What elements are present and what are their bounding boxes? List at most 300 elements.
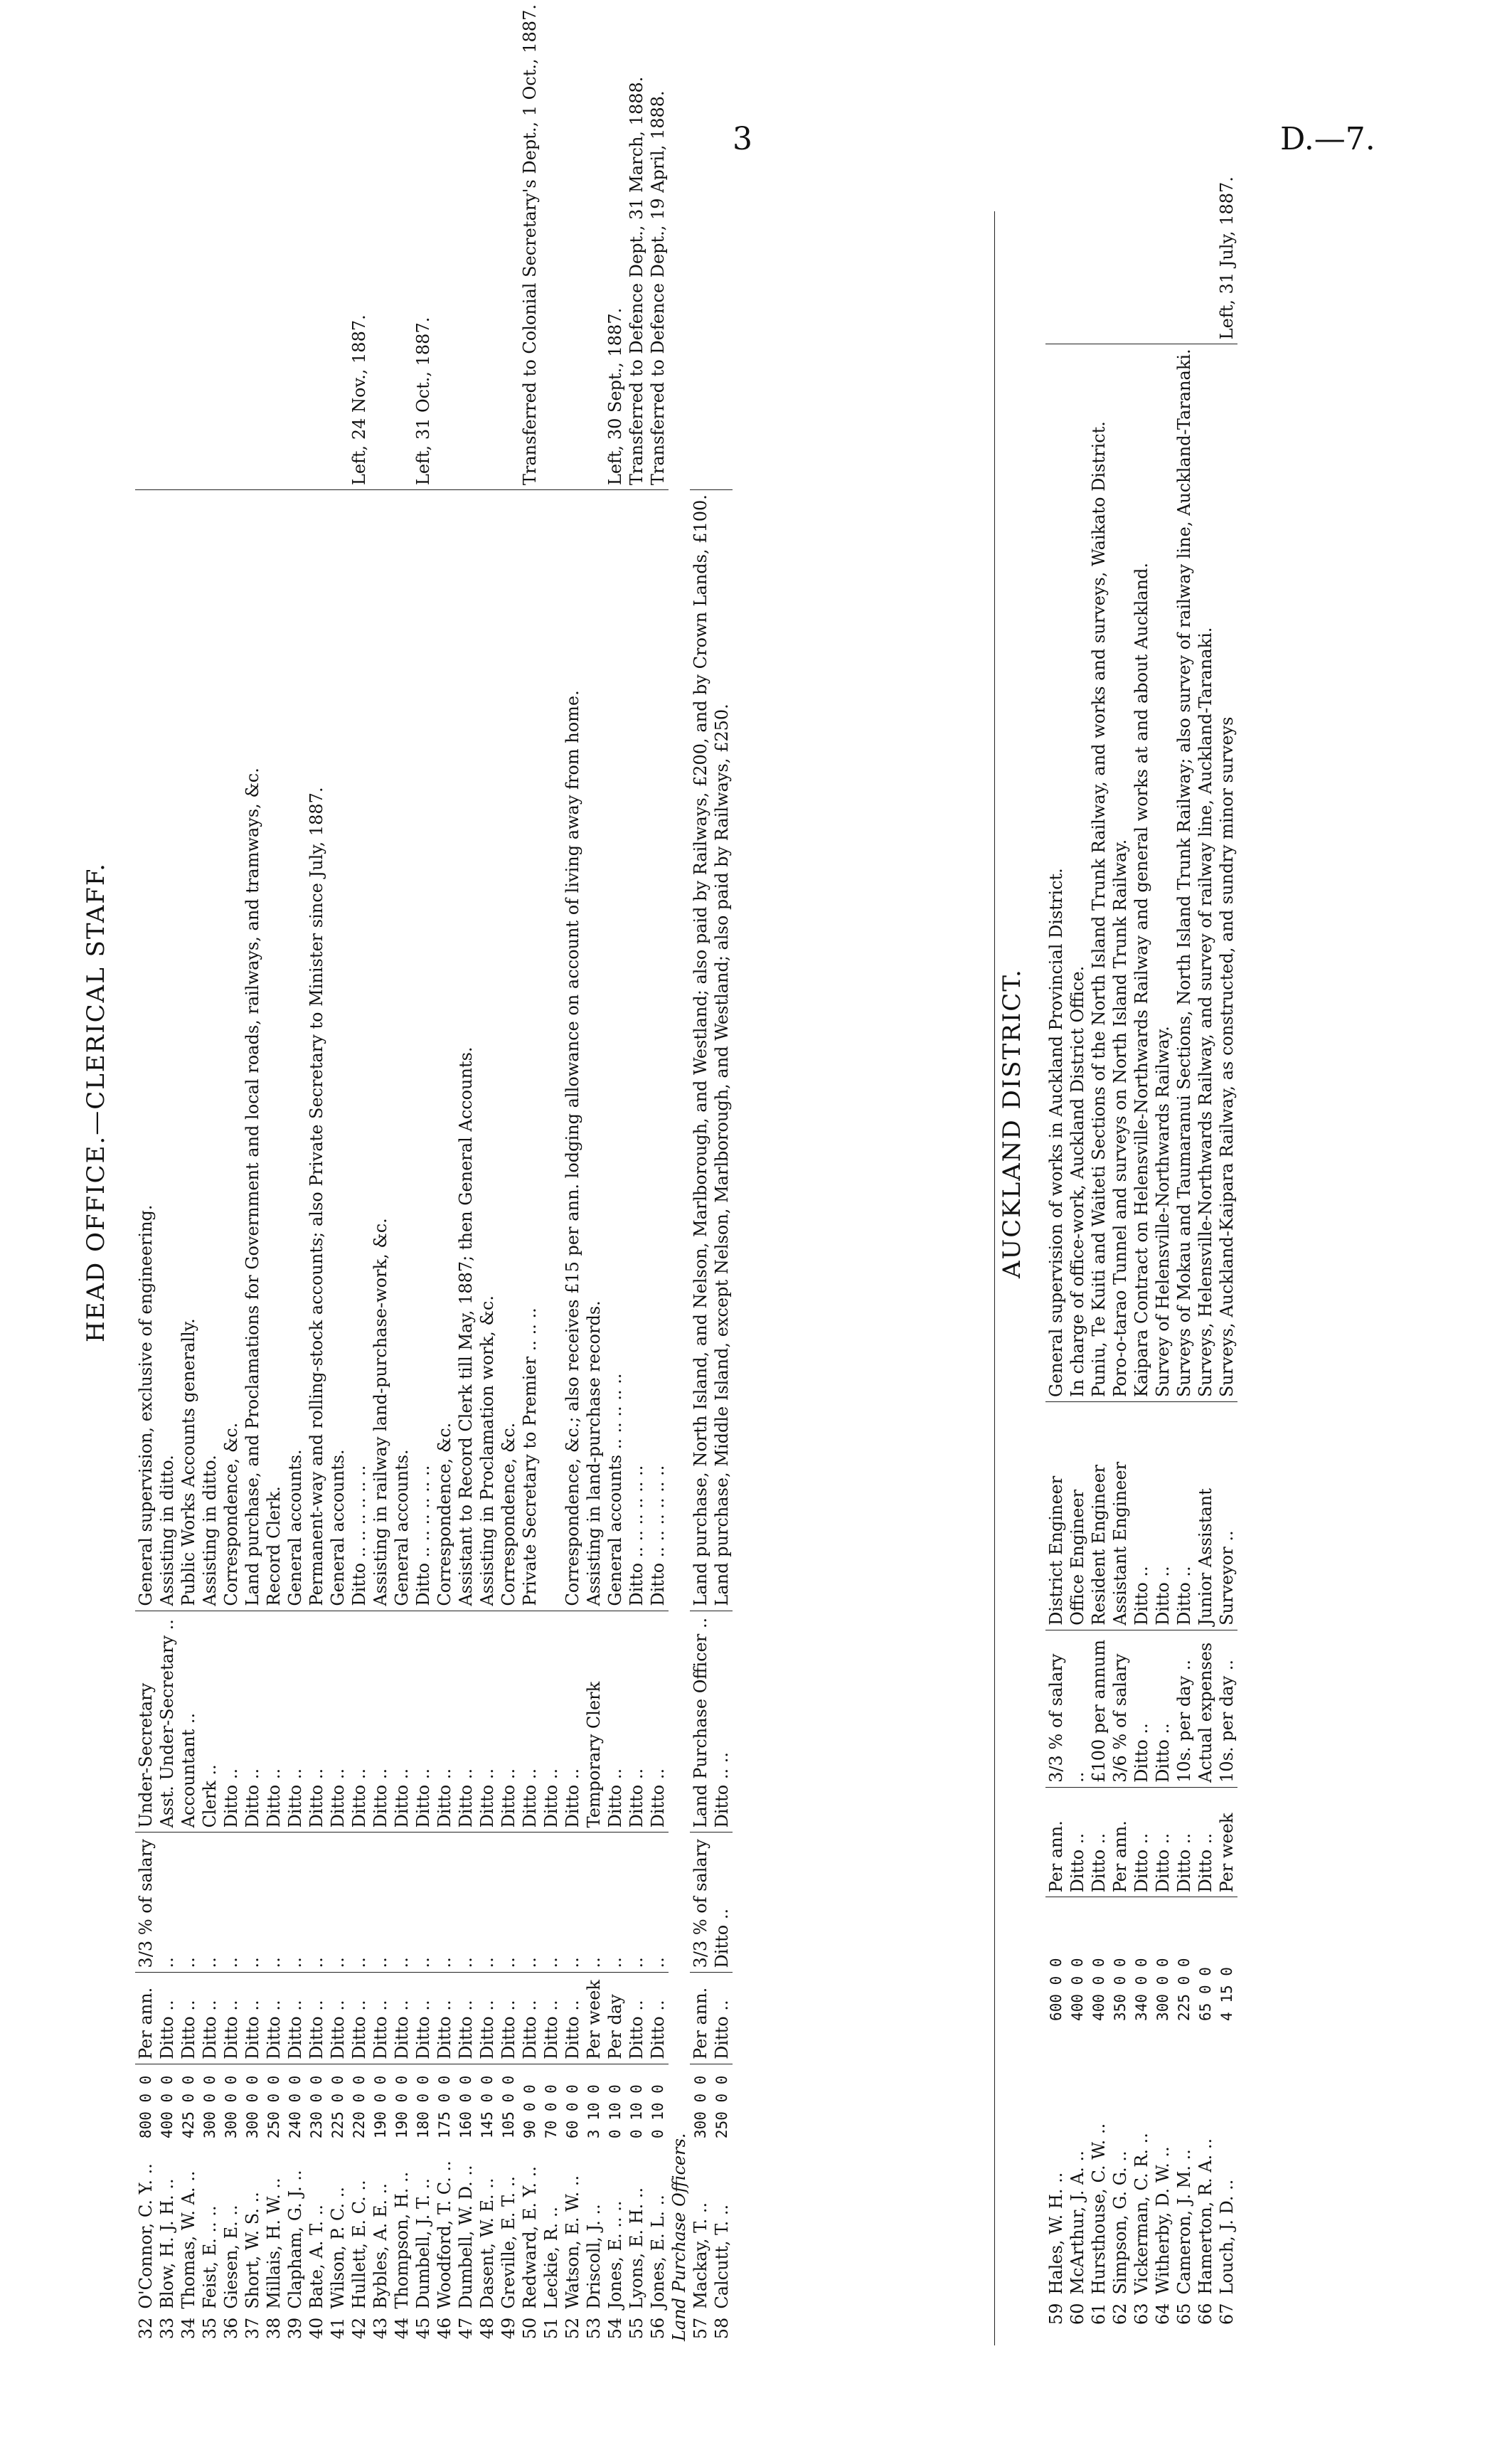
allowance: ..: [370, 1833, 391, 1973]
duties: Ditto .. .. .. .. .. ..: [647, 490, 669, 1611]
position: Ditto ..: [1131, 1402, 1152, 1630]
duties: [541, 490, 562, 1611]
staff-name: Clapham, G. J. ..: [285, 2170, 305, 2309]
salary-period: Ditto ..: [519, 1973, 541, 2064]
salary-amount: 250 0 0: [265, 2075, 282, 2139]
table-row: [220, 0, 242, 2345]
duties: Land purchase, Middle Island, except Nelson, Marlborough, and Westland; also paid by Railways, £250.: [711, 490, 733, 1611]
allowance: ..: [178, 1833, 199, 1973]
position: Ditto ..: [263, 1611, 284, 1833]
salary-amount: 225 0 0: [1176, 1958, 1193, 2021]
remarks: [220, 0, 242, 490]
duties: General accounts.: [327, 490, 348, 1611]
position: Ditto ..: [477, 1611, 498, 1833]
table-row: [626, 0, 647, 2345]
position: Ditto ..: [647, 1611, 669, 1833]
allowance: ..: [647, 1833, 669, 1973]
allowance: 3/3 % of salary: [1045, 1630, 1067, 1787]
staff-name: Calcutt, T. ..: [712, 2204, 732, 2309]
remarks: Left, 24 Nov., 1887.: [348, 0, 370, 490]
row-number: 42: [349, 2317, 369, 2340]
allowance: ..: [327, 1833, 348, 1973]
allowance: ..: [477, 1833, 498, 1973]
duties: General supervision, exclusive of engineering.: [135, 490, 156, 1611]
salary-period: Ditto ..: [647, 1973, 669, 2064]
duties: Assistant to Record Clerk till May, 1887; then General Accounts.: [455, 490, 477, 1611]
allowance: 10s. per day ..: [1173, 1630, 1195, 1787]
salary-period: Ditto ..: [1067, 1787, 1088, 1897]
position: Assistant Engineer: [1109, 1402, 1131, 1630]
salary-amount: 230 0 0: [308, 2075, 325, 2139]
allowance: ..: [541, 1833, 562, 1973]
duties: Ditto .. .. .. .. .. ..: [348, 490, 370, 1611]
salary-amount: 105 0 0: [500, 2075, 517, 2139]
salary-period: Ditto ..: [1173, 1787, 1195, 1897]
salary-amount: 0 10 0: [649, 2084, 666, 2139]
remarks: Transferred to Colonial Secretary's Dept., 1 Oct., 1887.: [519, 0, 541, 490]
allowance: ..: [519, 1833, 541, 1973]
row-number: 49: [499, 2317, 518, 2340]
salary-period: Ditto ..: [541, 1973, 562, 2064]
position: Ditto ..: [370, 1611, 391, 1833]
table-row: [541, 0, 562, 2345]
table-row: [327, 0, 348, 2345]
allowance: 10s. per day ..: [1216, 1630, 1237, 1787]
duties: Correspondence, &c.: [220, 490, 242, 1611]
salary-amount: 400 0 0: [159, 2075, 176, 2139]
remarks: [199, 0, 220, 490]
table-row: [519, 0, 541, 2345]
remarks: Left, 31 July, 1887.: [1216, 0, 1237, 344]
salary-period: Per ann.: [135, 1973, 156, 2064]
position: Land Purchase Officer ..: [690, 1611, 711, 1833]
table-row: [583, 0, 605, 2345]
row-number: 53: [584, 2317, 604, 2340]
salary-period: Ditto ..: [199, 1973, 220, 2064]
staff-name: O'Connor, C. Y. ..: [136, 2163, 156, 2309]
position: Ditto ..: [605, 1611, 626, 1833]
remarks: [1173, 0, 1195, 344]
remarks: [498, 0, 519, 490]
salary-period: Ditto ..: [156, 1973, 178, 2064]
row-number: 63: [1132, 2303, 1151, 2325]
salary-amount: 220 0 0: [351, 2075, 368, 2139]
remarks: Transferred to Defence Dept., 31 March, 1888.: [626, 0, 647, 490]
salary-amount: 350 0 0: [1112, 1958, 1129, 2021]
position: Ditto ..: [391, 1611, 412, 1833]
staff-name: Jones, E. L. ..: [648, 2195, 668, 2309]
staff-name: Louch, J. D. ..: [1217, 2179, 1237, 2295]
table-row: [1088, 0, 1109, 2345]
row-number: 50: [520, 2317, 540, 2340]
remarks: [156, 0, 178, 490]
staff-name: Dasent, W. E. ..: [477, 2178, 497, 2309]
position: Ditto ..: [434, 1611, 455, 1833]
salary-period: Per week: [583, 1973, 605, 2064]
row-number: 59: [1046, 2303, 1066, 2325]
salary-amount: 300 0 0: [1154, 1958, 1171, 2021]
allowance: ..: [156, 1833, 178, 1973]
section-title-head-office: HEAD OFFICE.—CLERICAL STAFF.: [82, 862, 110, 1342]
table-row: [605, 0, 626, 2345]
remarks: [434, 0, 455, 490]
allowance: Actual expenses: [1195, 1630, 1216, 1787]
table-row: [647, 0, 669, 2345]
remarks: [242, 0, 263, 490]
allowance: ..: [434, 1833, 455, 1973]
position: Ditto ..: [220, 1611, 242, 1833]
salary-amount: 240 0 0: [287, 2075, 304, 2139]
allowance: Ditto ..: [1131, 1630, 1152, 1787]
duties: Surveys, Helensville-Northwards Railway, and survey of railway line, Auckland-Taranaki.: [1195, 344, 1216, 1402]
remarks: [583, 0, 605, 490]
section-title-auckland: AUCKLAND DISTRICT.: [998, 968, 1026, 1278]
position: District Engineer: [1045, 1402, 1067, 1630]
remarks: [1109, 0, 1131, 344]
staff-name: Hursthouse, C. W. ..: [1089, 2123, 1109, 2295]
allowance: ..: [348, 1833, 370, 1973]
salary-period: Ditto ..: [434, 1973, 455, 2064]
remarks: Left, 30 Sept., 1887.: [605, 0, 626, 490]
table-row: [498, 0, 519, 2345]
salary-period: Ditto ..: [327, 1973, 348, 2064]
duties: In charge of office-work, Auckland District Office.: [1067, 344, 1088, 1402]
position: Ditto ..: [1173, 1402, 1195, 1630]
table-row: [1067, 0, 1088, 2345]
salary-period: Ditto ..: [1195, 1787, 1216, 1897]
duties: Kaipara Contract on Helensville-Northwards Railway and general works at and about Auckland.: [1131, 344, 1152, 1402]
salary-period: Ditto ..: [178, 1973, 199, 2064]
salary-period: Per week: [1216, 1787, 1237, 1897]
remarks: [1088, 0, 1109, 344]
position: Ditto ..: [519, 1611, 541, 1833]
position: Under-Secretary: [135, 1611, 156, 1833]
salary-period: Per ann.: [690, 1973, 711, 2064]
salary-amount: 300 0 0: [244, 2075, 261, 2139]
duties: Surveys of Mokau and Taumaranui Sections, North Island Trunk Railway; also survey of railway line, Auckland-Taranaki.: [1173, 344, 1195, 1402]
table-row: [1045, 0, 1067, 2345]
subsection-heading-row: [669, 0, 690, 2345]
staff-name: Dumbell, J. T. ..: [413, 2178, 433, 2309]
salary-amount: 180 0 0: [415, 2075, 432, 2139]
salary-amount: 300 0 0: [201, 2075, 218, 2139]
row-number: 62: [1110, 2303, 1130, 2325]
allowance: Ditto ..: [1152, 1630, 1173, 1787]
table-row: [1131, 0, 1152, 2345]
remarks: [178, 0, 199, 490]
remarks: [477, 0, 498, 490]
duties: Land purchase, North Island, and Nelson, Marlborough, and Westland; also paid by Railways, £200, and by Crown Lands, £100.: [690, 490, 711, 1611]
row-number: 55: [627, 2317, 646, 2340]
allowance: ..: [412, 1833, 434, 1973]
remarks: [370, 0, 391, 490]
staff-name: McArthur, J. A. ..: [1068, 2150, 1087, 2295]
allowance: 3/6 % of salary: [1109, 1630, 1131, 1787]
allowance: ..: [242, 1833, 263, 1973]
allowance: £100 per annum: [1088, 1630, 1109, 1787]
salary-amount: 425 0 0: [180, 2075, 197, 2139]
remarks: [306, 0, 327, 490]
row-number: 41: [328, 2317, 348, 2340]
table-row: [178, 0, 199, 2345]
remarks: [562, 0, 583, 490]
salary-period: Ditto ..: [1088, 1787, 1109, 1897]
duties: Assisting in ditto.: [199, 490, 220, 1611]
position: Ditto ..: [562, 1611, 583, 1833]
duties: Puniu, Te Kuiti and Waiteti Sections of the North Island Trunk Railway, and works and surveys, Waikato District.: [1088, 344, 1109, 1402]
position: Ditto ..: [306, 1611, 327, 1833]
auckland-table: [1045, 0, 1237, 2345]
table-row: [477, 0, 498, 2345]
staff-name: Leckie, R. ..: [541, 2206, 561, 2309]
salary-amount: 600 0 0: [1048, 1958, 1065, 2021]
position: Ditto ..: [541, 1611, 562, 1833]
staff-name: Bate, A. T. ..: [307, 2205, 326, 2309]
table-row: [135, 0, 156, 2345]
salary-period: Ditto ..: [1152, 1787, 1173, 1897]
allowance: 3/3 % of salary: [135, 1833, 156, 1973]
salary-period: Ditto ..: [391, 1973, 412, 2064]
table-row: [199, 0, 220, 2345]
row-number: 58: [712, 2317, 732, 2340]
salary-amount: 0 10 0: [628, 2084, 645, 2139]
table-row: [263, 0, 284, 2345]
position: Resident Engineer: [1088, 1402, 1109, 1630]
remarks: [455, 0, 477, 490]
position: Ditto ..: [242, 1611, 263, 1833]
allowance: ..: [284, 1833, 306, 1973]
salary-amount: 160 0 0: [457, 2075, 474, 2139]
remarks: [284, 0, 306, 490]
duties: General accounts.: [284, 490, 306, 1611]
staff-name: Lyons, E. H. ..: [627, 2187, 646, 2309]
duties: Surveys, Auckland-Kaipara Railway, as constructed, and sundry minor surveys: [1216, 344, 1237, 1402]
salary-period: Ditto ..: [306, 1973, 327, 2064]
position: Asst. Under-Secretary ..: [156, 1611, 178, 1833]
position: Temporary Clerk: [583, 1611, 605, 1833]
duties: Record Clerk.: [263, 490, 284, 1611]
duties: Assisting in land-purchase records.: [583, 490, 605, 1611]
row-number: 54: [605, 2317, 625, 2340]
remarks: [711, 0, 733, 490]
salary-period: Ditto ..: [455, 1973, 477, 2064]
salary-amount: 190 0 0: [393, 2075, 410, 2139]
table-row: [412, 0, 434, 2345]
staff-name: Vickerman, C. R. ..: [1132, 2133, 1151, 2295]
staff-name: Driscoll, J. ..: [584, 2204, 604, 2309]
position: Ditto ..: [327, 1611, 348, 1833]
duties: Assisting in ditto.: [156, 490, 178, 1611]
salary-amount: 225 0 0: [329, 2075, 346, 2139]
row-number: 43: [371, 2317, 390, 2340]
remarks: [1067, 0, 1088, 344]
staff-name: Witherby, D. W. ..: [1153, 2146, 1173, 2295]
salary-period: Ditto ..: [412, 1973, 434, 2064]
remarks: [1131, 0, 1152, 344]
allowance: ..: [306, 1833, 327, 1973]
table-row: [1173, 0, 1195, 2345]
allowance: ..: [498, 1833, 519, 1973]
duties: Land purchase, and Proclamations for Government and local roads, railways, and tramways, &c.: [242, 490, 263, 1611]
staff-name: Thompson, H. ..: [392, 2171, 412, 2309]
allowance: ..: [263, 1833, 284, 1973]
allowance: ..: [199, 1833, 220, 1973]
position: Ditto ..: [284, 1611, 306, 1833]
salary-period: Ditto ..: [370, 1973, 391, 2064]
staff-name: Mackay, T. ..: [691, 2202, 710, 2309]
salary-amount: 300 0 0: [223, 2075, 240, 2139]
table-row: [1195, 0, 1216, 2345]
table-row: [391, 0, 412, 2345]
table-row: [348, 0, 370, 2345]
allowance: ..: [391, 1833, 412, 1973]
staff-name: Jones, E. .. ..: [605, 2200, 625, 2309]
table-row: [284, 0, 306, 2345]
duties: Correspondence, &c.; also receives £15 per ann. lodging allowance on account of living away from home.: [562, 490, 583, 1611]
duties: Correspondence, &c.: [434, 490, 455, 1611]
row-number: 32: [136, 2317, 156, 2340]
staff-name: Thomas, W. A. ..: [179, 2170, 198, 2309]
staff-name: Feist, E. .. ..: [200, 2205, 220, 2309]
allowance: ..: [455, 1833, 477, 1973]
row-number: 61: [1089, 2303, 1109, 2325]
row-number: 35: [200, 2317, 220, 2340]
duties: Ditto .. .. .. .. .. ..: [626, 490, 647, 1611]
staff-name: Hales, W. H. ..: [1046, 2172, 1066, 2295]
salary-amount: 70 0 0: [543, 2084, 560, 2139]
table-row: [1152, 0, 1173, 2345]
staff-name: Millais, H. W. ..: [264, 2178, 284, 2309]
salary-amount: 3 10 0: [585, 2084, 602, 2139]
table-row: [455, 0, 477, 2345]
row-number: 37: [243, 2317, 262, 2340]
salary-period: Ditto ..: [498, 1973, 519, 2064]
salary-period: Ditto ..: [562, 1973, 583, 2064]
position: Clerk ..: [199, 1611, 220, 1833]
row-number: 38: [264, 2317, 284, 2340]
salary-period: Per ann.: [1045, 1787, 1067, 1897]
salary-period: Ditto ..: [711, 1973, 733, 2064]
staff-name: Wilson, P. C. ..: [328, 2187, 348, 2309]
salary-period: Ditto ..: [242, 1973, 263, 2064]
row-number: 60: [1068, 2303, 1087, 2325]
salary-period: Per day: [605, 1973, 626, 2064]
duties: General accounts .. .. .. .. ..: [605, 490, 626, 1611]
position: Ditto ..: [412, 1611, 434, 1833]
page-number: 3: [733, 121, 752, 157]
head-office-table: [135, 0, 733, 2345]
salary-amount: 250 0 0: [713, 2075, 730, 2139]
staff-name: Watson, E. W. ..: [563, 2175, 582, 2309]
table-row: [1216, 0, 1237, 2345]
position: Ditto ..: [348, 1611, 370, 1833]
duties: Private Secretary to Premier .. .. ..: [519, 490, 541, 1611]
staff-name: Hamerton, R. A. ..: [1196, 2138, 1215, 2295]
salary-period: Ditto ..: [220, 1973, 242, 2064]
salary-amount: 190 0 0: [372, 2075, 389, 2139]
remarks: [135, 0, 156, 490]
remarks: [327, 0, 348, 490]
row-number: 65: [1174, 2303, 1194, 2325]
salary-period: Ditto ..: [348, 1973, 370, 2064]
salary-period: Ditto ..: [626, 1973, 647, 2064]
remarks: Left, 31 Oct., 1887.: [412, 0, 434, 490]
duties: General supervision of works in Auckland Provincial District.: [1045, 344, 1067, 1402]
position: Ditto ..: [626, 1611, 647, 1833]
salary-amount: 400 0 0: [1090, 1958, 1107, 2021]
allowance: ..: [220, 1833, 242, 1973]
salary-amount: 60 0 0: [564, 2084, 581, 2139]
row-number: 34: [179, 2317, 198, 2340]
position: Ditto ..: [498, 1611, 519, 1833]
row-number: 52: [563, 2317, 582, 2340]
row-number: 51: [541, 2317, 561, 2340]
table-row: [711, 0, 733, 2345]
row-number: 47: [456, 2317, 476, 2340]
position: Ditto ..: [1152, 1402, 1173, 1630]
remarks: [1045, 0, 1067, 344]
duties: General accounts.: [391, 490, 412, 1611]
allowance: ..: [605, 1833, 626, 1973]
duties: Poro-o-tarao Tunnel and surveys on North Island Trunk Railway.: [1109, 344, 1131, 1402]
table-row: [156, 0, 178, 2345]
section-divider: [994, 211, 995, 2345]
table-row: [306, 0, 327, 2345]
staff-name: Woodford, T. C. ..: [435, 2160, 454, 2309]
remarks: Transferred to Defence Dept., 19 April, 1888.: [647, 0, 669, 490]
salary-period: Per ann.: [1109, 1787, 1131, 1897]
staff-name: Giesen, E. ..: [221, 2205, 241, 2309]
salary-period: Ditto ..: [284, 1973, 306, 2064]
table-row: [434, 0, 455, 2345]
salary-amount: 90 0 0: [521, 2084, 538, 2139]
allowance: ..: [562, 1833, 583, 1973]
document-reference: D.—7.: [1280, 121, 1375, 157]
row-number: 67: [1217, 2303, 1237, 2325]
salary-amount: 340 0 0: [1133, 1958, 1150, 2021]
staff-name: Greville, E. T. ..: [499, 2176, 518, 2309]
staff-name: Simpson, G. G. ..: [1110, 2150, 1130, 2295]
duties: Assisting in Proclamation work, &c.: [477, 490, 498, 1611]
staff-name: Blow, H. J. H. ..: [157, 2178, 177, 2309]
salary-amount: 400 0 0: [1069, 1958, 1086, 2021]
table-row: [1109, 0, 1131, 2345]
staff-name: Cameron, J. M. ..: [1174, 2149, 1194, 2295]
position: Ditto .. ..: [711, 1611, 733, 1833]
staff-name: Short, W. S. ..: [243, 2192, 262, 2309]
staff-name: Redward, E. Y. ..: [520, 2166, 540, 2309]
allowance: ..: [1067, 1630, 1088, 1787]
duties: Survey of Helensville-Northwards Railway.: [1152, 344, 1173, 1402]
duties: Ditto .. .. .. .. .. ..: [412, 490, 434, 1611]
allowance: ..: [583, 1833, 605, 1973]
duties: Assisting in railway land-purchase-work, &c.: [370, 490, 391, 1611]
row-number: 39: [285, 2317, 305, 2340]
salary-amount: 65 0 0: [1197, 1967, 1214, 2021]
row-number: 66: [1196, 2303, 1215, 2325]
remarks: [541, 0, 562, 490]
staff-name: Bybles, A. E. ..: [371, 2183, 390, 2309]
salary-period: Ditto ..: [263, 1973, 284, 2064]
staff-name: Dumbell, W. D. ..: [456, 2165, 476, 2309]
duties: Correspondence, &c.: [498, 490, 519, 1611]
subsection-heading: Land Purchase Officers.: [669, 2133, 689, 2341]
allowance: 3/3 % of salary: [690, 1833, 711, 1973]
remarks: [263, 0, 284, 490]
allowance: Ditto ..: [711, 1833, 733, 1973]
row-number: 44: [392, 2317, 412, 2340]
duties: Public Works Accounts generally.: [178, 490, 199, 1611]
